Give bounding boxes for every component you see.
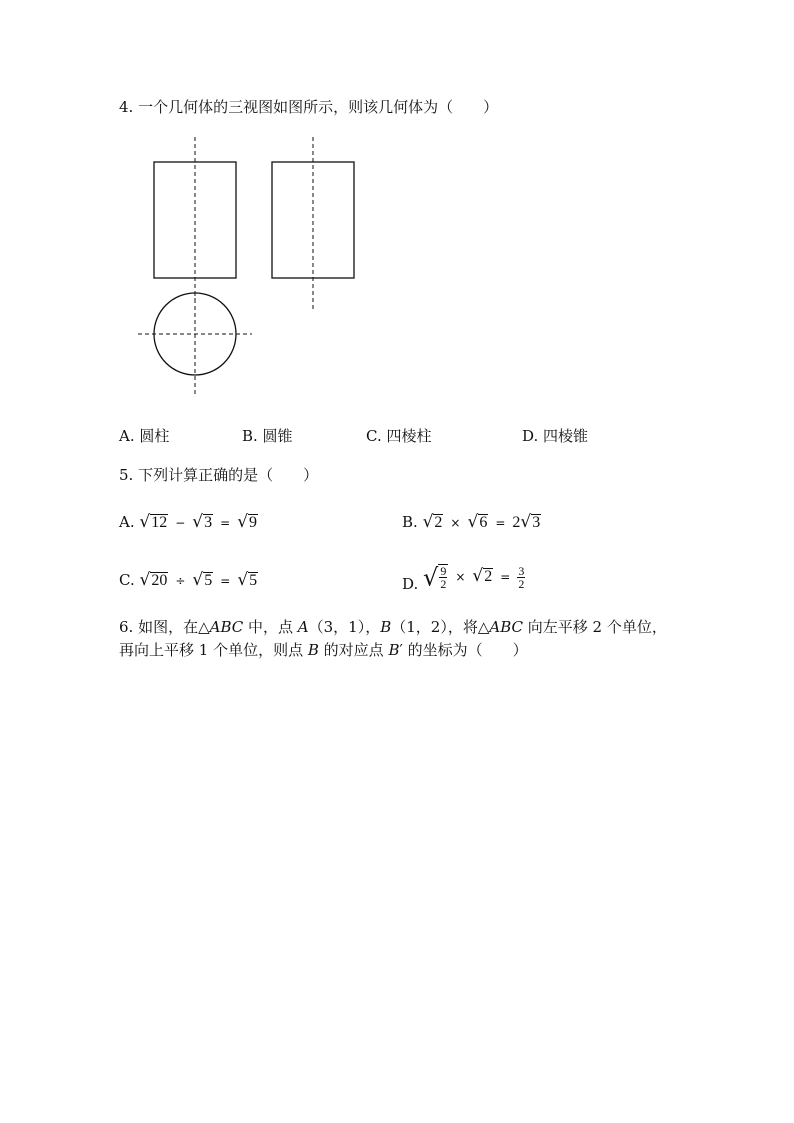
triangle-name: ABC <box>209 618 244 636</box>
operator: ÷ <box>175 574 186 588</box>
operator: − <box>175 516 186 530</box>
coefficient: 2 <box>512 514 521 531</box>
operator: × <box>455 569 466 584</box>
text: 的对应点 <box>318 641 389 659</box>
q5-option-c <box>119 572 258 590</box>
q5-option-d <box>402 563 525 593</box>
point-b-prime: B <box>388 641 400 659</box>
radicand: 12 <box>151 514 168 531</box>
point-a: A <box>297 618 309 636</box>
text: 6. 如图，在△ <box>119 618 210 636</box>
operator: = <box>220 516 231 530</box>
radicand: 3 <box>204 514 213 531</box>
option-label: C. <box>119 571 135 589</box>
text: 再向上平移 1 个单位，则点 <box>119 641 308 659</box>
operator: × <box>450 516 461 530</box>
radicand: 6 <box>479 514 488 531</box>
q5-option-a <box>119 514 258 532</box>
fraction: $\frac{9}{2}$ <box>440 564 447 591</box>
radicand: 5 <box>204 572 213 589</box>
text: （1，2），将△ <box>391 618 490 636</box>
point-b: B <box>307 641 319 659</box>
text: （3，1）， <box>308 618 381 636</box>
radicand: 2 <box>434 514 443 531</box>
text: ′ 的坐标为（ ） <box>399 641 528 659</box>
q4-option-d: D. 四棱锥 <box>522 427 589 445</box>
option-label: D. <box>402 574 419 593</box>
q5-option-b <box>402 514 541 532</box>
q4-option-c: C. 四棱柱 <box>366 427 432 445</box>
expression: √2 × √6 = 2√3 <box>422 512 541 532</box>
radicand: 20 <box>151 572 168 589</box>
q4-option-a: A. 圆柱 <box>119 427 170 445</box>
option-label: A. <box>119 513 135 531</box>
radicand: 9 <box>249 514 258 531</box>
point-b: B <box>380 618 392 636</box>
operator: = <box>495 516 506 530</box>
question-6-line-2 <box>119 643 528 658</box>
triangle-name: ABC <box>489 618 524 636</box>
operator: = <box>500 569 511 584</box>
question-5-stem: 5. 下列计算正确的是（ ） <box>119 466 319 484</box>
radicand: 3 <box>532 514 541 531</box>
radicand: 2 <box>484 567 493 585</box>
expression: √12 − √3 = √9 <box>139 512 258 532</box>
operator: = <box>220 574 231 588</box>
expression: √20 ÷ √5 = √5 <box>139 570 258 590</box>
expression: √ $\frac{9}{2}$ × √2 = $\frac{3}{2}$ <box>423 563 525 591</box>
text: 向左平移 2 个单位， <box>523 618 667 636</box>
radicand: 5 <box>249 572 258 589</box>
q4-option-b: B. 圆锥 <box>242 427 293 445</box>
question-4-stem: 4. 一个几何体的三视图如图所示，则该几何体为（ ） <box>119 98 499 116</box>
text: 中，点 <box>243 618 298 636</box>
question-6-line-1 <box>119 620 667 635</box>
fraction: $\frac{3}{2}$ <box>518 563 525 591</box>
option-label: B. <box>402 513 418 531</box>
